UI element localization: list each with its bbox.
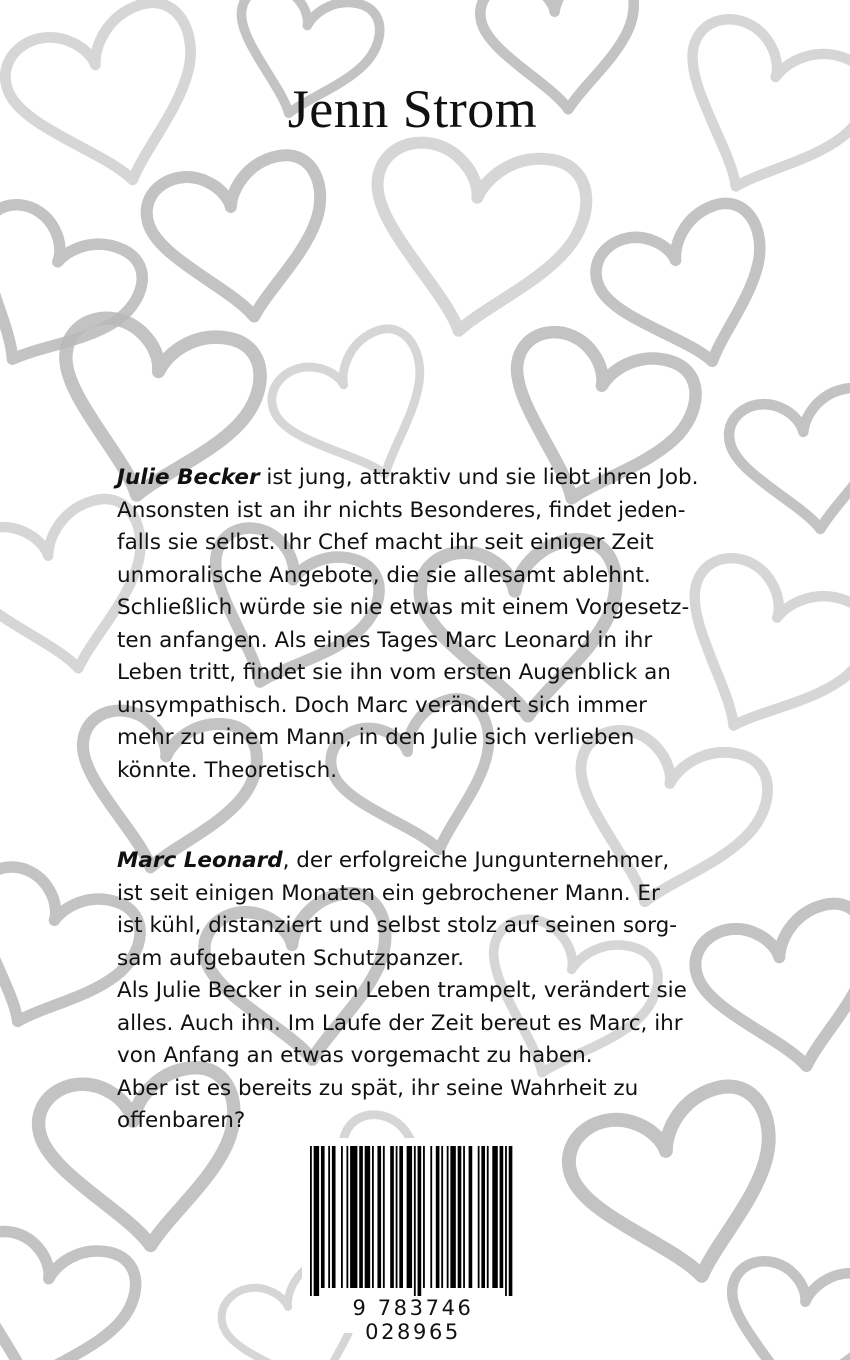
blurb-line: Schließlich würde sie nie etwas mit einem Vorgesetz- bbox=[117, 595, 690, 620]
barcode-bar bbox=[346, 1146, 348, 1288]
barcode-bar bbox=[423, 1146, 425, 1288]
blurb-line: Ansonsten ist an ihr nichts Besonderes, findet jeden- bbox=[117, 497, 686, 523]
barcode-bar bbox=[350, 1146, 357, 1288]
barcode-bar bbox=[314, 1146, 319, 1296]
blurb-line: ten anfangen. Als eines Tages Marc Leonard in ihr bbox=[117, 627, 653, 653]
barcode-bar bbox=[372, 1146, 374, 1288]
blurb-line: unsympathisch. Doch Marc verändert sich immer bbox=[117, 692, 647, 718]
blurb-line: ist kühl, distanziert und selbst stolz auf seinen sorg- bbox=[117, 913, 678, 938]
blurb-line: offenbaren? bbox=[117, 1108, 246, 1133]
barcode-bar bbox=[328, 1146, 330, 1288]
barcode-bar bbox=[487, 1146, 489, 1288]
author-name: Jenn Strom bbox=[287, 79, 538, 139]
barcode-bar bbox=[310, 1146, 312, 1296]
barcode-bar bbox=[469, 1146, 473, 1288]
barcode-bar bbox=[441, 1146, 443, 1288]
barcode-bar bbox=[447, 1146, 449, 1288]
barcode-bar bbox=[414, 1146, 416, 1296]
blurb-line: ist seit einigen Monaten ein gebrochener Mann. Er bbox=[117, 880, 660, 906]
blurb-julie bbox=[117, 462, 737, 787]
blurb-line: könnte. Theoretisch. bbox=[117, 757, 338, 783]
character-name-marc: Marc Leonard bbox=[117, 848, 283, 873]
blurb-line: unmoralische Angebote, die sie allesamt ablehnt. bbox=[117, 562, 651, 588]
barcode-bar bbox=[436, 1146, 440, 1288]
barcode-bar bbox=[481, 1146, 485, 1288]
blurb-line: sam aufgebauten Schutzpanzer. bbox=[117, 945, 465, 971]
heart-outline-icon bbox=[359, 136, 592, 346]
barcode-bar bbox=[505, 1146, 507, 1296]
blurb-line: Aber ist es bereits zu spät, ihr seine Wahrheit zu bbox=[117, 1075, 639, 1101]
blurb-marc bbox=[117, 845, 737, 1138]
barcode-bar bbox=[377, 1146, 381, 1288]
heart-outline-icon bbox=[718, 1256, 850, 1360]
barcode-bar bbox=[383, 1146, 385, 1288]
heart-outline-icon bbox=[0, 1224, 142, 1360]
barcode-bars bbox=[310, 1146, 516, 1296]
barcode-bar bbox=[458, 1146, 462, 1288]
character-name-julie: Julie Becker bbox=[117, 465, 260, 490]
barcode-bar bbox=[407, 1146, 412, 1288]
barcode-bar bbox=[430, 1146, 432, 1288]
blurb-line: falls sie selbst. Ihr Chef macht ihr seit einiger Zeit bbox=[117, 530, 654, 555]
barcode-bar bbox=[418, 1146, 422, 1296]
barcode-bar bbox=[321, 1146, 325, 1288]
blurb-line: Als Julie Becker in sein Leben trampelt, verändert sie bbox=[117, 978, 687, 1003]
heart-outline-icon bbox=[586, 194, 794, 389]
blurb-marc-line-1: Marc Leonard, der erfolgreiche Jungunternehmer, bbox=[117, 848, 670, 873]
barcode-bar bbox=[396, 1146, 398, 1288]
heart-outline-icon bbox=[0, 193, 153, 396]
barcode-bar bbox=[390, 1146, 394, 1288]
barcode-bar bbox=[509, 1146, 513, 1296]
blurb-line: von Anfang an etwas vorgemacht zu haben. bbox=[117, 1043, 593, 1068]
barcode-bar bbox=[359, 1146, 363, 1288]
barcode-bar bbox=[463, 1146, 465, 1288]
barcode-bar bbox=[332, 1146, 336, 1288]
barcode-bar bbox=[341, 1146, 343, 1288]
blurb-line: Leben tritt, findet sie ihn vom ersten Augenblick an bbox=[117, 660, 671, 685]
blurb-line: mehr zu einem Mann, in den Julie sich verlieben bbox=[117, 725, 635, 750]
isbn-barcode bbox=[302, 1138, 524, 1344]
barcode-bar bbox=[399, 1146, 403, 1288]
blurb-julie-line-1: Julie Becker ist jung, attraktiv und sie liebt ihren Job. bbox=[117, 465, 699, 490]
isbn-number: 9 783746 028965 bbox=[352, 1296, 474, 1344]
heart-outline-icon bbox=[140, 149, 343, 334]
barcode-bar bbox=[500, 1146, 504, 1288]
blurb-line: alles. Auch ihn. Im Laufe der Zeit bereut es Marc, ihr bbox=[117, 1010, 683, 1036]
barcode-bar bbox=[492, 1146, 497, 1288]
barcode-bar bbox=[478, 1146, 480, 1288]
heart-outline-icon bbox=[724, 383, 850, 541]
barcode-bar bbox=[365, 1146, 370, 1288]
barcode-bar bbox=[450, 1146, 455, 1288]
